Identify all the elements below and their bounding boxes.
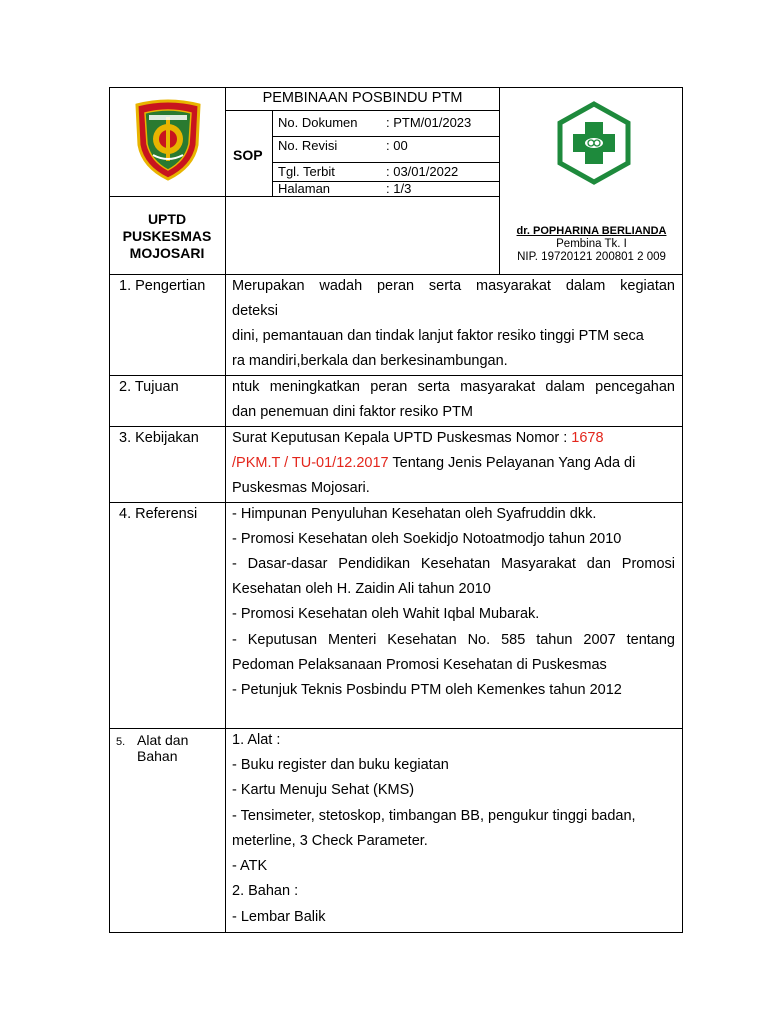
referensi-line-7: Pedoman Pelaksanaan Promosi Kesehatan di Puskesmas bbox=[232, 657, 607, 673]
referensi-line-6: - Keputusan Menteri Kesehatan No. 585 tahun 2007 tentang bbox=[232, 632, 675, 648]
sop-label: SOP bbox=[233, 147, 263, 163]
meta-label-issue-date: Tgl. Terbit bbox=[278, 164, 335, 179]
border-bottom bbox=[109, 932, 683, 933]
section-number-alat: 5. bbox=[116, 736, 126, 748]
section-label-referensi: 4. Referensi bbox=[119, 506, 198, 522]
alat-line-1: 1. Alat : bbox=[232, 732, 281, 748]
alat-line-2: - Buku register dan buku kegiatan bbox=[232, 757, 449, 773]
section-label-alat: Alat dan bbox=[137, 732, 189, 748]
pengertian-line-3: dini, pemantauan dan tindak lanjut faktor resiko tinggi PTM seca bbox=[232, 328, 644, 344]
section-label-bahan: Bahan bbox=[137, 748, 178, 764]
signer-name: dr. POPHARINA BERLIANDA bbox=[516, 225, 667, 237]
kebijakan-line-1-text: Surat Keputusan Kepala UPTD Puskesmas Nomor : bbox=[232, 430, 572, 446]
decree-number: 1678 bbox=[571, 430, 604, 446]
org-line-2: PUSKESMAS bbox=[122, 228, 212, 244]
alat-line-8: - Lembar Balik bbox=[232, 909, 326, 925]
signer-nip: NIP. 19720121 200801 2 009 bbox=[517, 251, 666, 263]
alat-line-4: - Tensimeter, stetoskop, timbangan BB, pengukur tinggi badan, bbox=[232, 808, 636, 824]
kebijakan-line-2-text: Tentang Jenis Pelayanan Yang Ada di bbox=[388, 455, 636, 471]
org-line-3: MOJOSARI bbox=[129, 245, 205, 261]
alat-line-3: - Kartu Menuju Sehat (KMS) bbox=[232, 782, 415, 798]
pengertian-line-2: deteksi bbox=[232, 303, 278, 319]
kebijakan-line-1 bbox=[232, 426, 604, 451]
referensi-line-5: - Promosi Kesehatan oleh Wahit Iqbal Mubarak. bbox=[232, 606, 540, 622]
meta-label-page: Halaman bbox=[278, 181, 331, 196]
regional-crest-logo bbox=[133, 99, 203, 181]
sop-document bbox=[109, 87, 683, 933]
pengertian-line-4: ra mandiri,berkala dan berkesinambungan. bbox=[232, 353, 508, 369]
alat-line-5: meterline, 3 Check Parameter. bbox=[232, 833, 428, 849]
referensi-line-3: - Dasar-dasar Pendidikan Kesehatan Masyarakat dan Promosi bbox=[232, 556, 675, 572]
section-label-pengertian: 1. Pengertian bbox=[119, 278, 206, 294]
decree-code: /PKM.T / TU-01/12.2017 bbox=[232, 455, 389, 471]
row-line-4 bbox=[109, 728, 683, 729]
kebijakan-line-2 bbox=[232, 451, 635, 476]
pengertian-line-1: Merupakan wadah peran serta masyarakat dalam kegiatan bbox=[232, 278, 675, 294]
row-line-title bbox=[225, 110, 500, 111]
section-label-tujuan: 2. Tujuan bbox=[119, 379, 179, 395]
row-line-meta1 bbox=[272, 136, 500, 137]
document-title: PEMBINAAN POSBINDU PTM bbox=[262, 90, 463, 106]
meta-value-revision: : 00 bbox=[386, 138, 408, 153]
referensi-line-4: Kesehatan oleh H. Zaidin Ali tahun 2010 bbox=[232, 581, 491, 597]
section-label-kebijakan: 3. Kebijakan bbox=[119, 430, 199, 446]
meta-value-doc-number: : PTM/01/2023 bbox=[386, 115, 472, 130]
meta-value-page: : 1/3 bbox=[386, 181, 412, 196]
row-line-meta2 bbox=[272, 162, 500, 163]
alat-line-7: 2. Bahan : bbox=[232, 883, 299, 899]
kebijakan-line-3: Puskesmas Mojosari. bbox=[232, 480, 370, 496]
tujuan-line-1: ntuk meningkatkan peran serta masyarakat dalam pencegahan bbox=[232, 379, 675, 395]
referensi-line-1: - Himpunan Penyuluhan Kesehatan oleh Syafruddin dkk. bbox=[232, 506, 597, 522]
tujuan-line-2: dan penemuan dini faktor resiko PTM bbox=[232, 404, 473, 420]
meta-label-doc-number: No. Dokumen bbox=[278, 115, 358, 130]
referensi-line-2: - Promosi Kesehatan oleh Soekidjo Notoatmodjo tahun 2010 bbox=[232, 531, 622, 547]
col-divider-left bbox=[225, 87, 226, 933]
meta-value-issue-date: : 03/01/2022 bbox=[386, 164, 459, 179]
meta-label-revision: No. Revisi bbox=[278, 138, 338, 153]
signer-rank: Pembina Tk. I bbox=[556, 238, 627, 250]
alat-line-6: - ATK bbox=[232, 858, 268, 874]
org-line-1: UPTD bbox=[147, 211, 187, 227]
col-divider-sop bbox=[272, 110, 273, 197]
referensi-line-8: - Petunjuk Teknis Posbindu PTM oleh Kemenkes tahun 2012 bbox=[232, 682, 622, 698]
border-right bbox=[682, 87, 683, 933]
border-top bbox=[109, 87, 683, 88]
puskesmas-logo bbox=[555, 100, 633, 186]
